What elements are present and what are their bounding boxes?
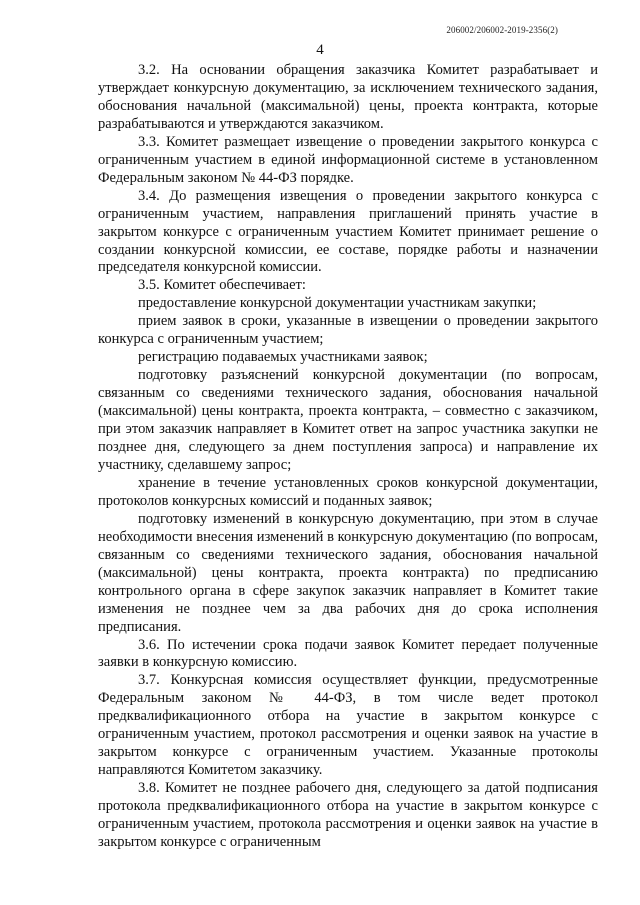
paragraph-3-7: 3.7. Конкурсная комиссия осуществляет функции, предусмотренные Федеральным законом № 44-ФЗ, в том числе ведет протокол предквалификационного отбора на участие в закрытом конкурсе с ограниченным участием, протокол рассмотрения и оценки заявок на участие в закрытом конкурсе с ограниченным участием. Указанные протоколы направляются Комитетом заказчику. bbox=[98, 672, 598, 779]
paragraph-3-4: 3.4. До размещения извещения о проведении закрытого конкурса с ограниченным участием, направления приглашений принять участие в закрытом конкурсе с ограниченным участием Комитет принимает решение о создании конкурсной комиссии, ее составе, порядке работы и назначении председателя конкурсной комиссии. bbox=[98, 187, 598, 276]
list-item-reception: прием заявок в сроки, указанные в извещении о проведении закрытого конкурса с ограниченным участием; bbox=[98, 313, 598, 348]
paragraph-3-6: 3.6. По истечении срока подачи заявок Комитет передает полученные заявки в конкурсную комиссию. bbox=[98, 636, 598, 671]
list-item-documentation: предоставление конкурсной документации участникам закупки; bbox=[138, 295, 537, 312]
paragraph-3-5: 3.5. Комитет обеспечивает: bbox=[138, 277, 306, 294]
document-id: 206002/206002-2019-2356(2) bbox=[446, 25, 558, 35]
list-item-registration: регистрацию подаваемых участниками заявок; bbox=[138, 349, 428, 366]
list-item-clarifications: подготовку разъяснений конкурсной документации (по вопросам, связанным со сведениями технического задания, обоснования начальной (максимальной) цены контракта, проекта контракта, – совместно с заказчиком, при этом заказчик направляет в Комитет ответ на запрос участника закупки не позднее дня, следующего за днем поступления запроса) и направление их участнику, сделавшему запрос; bbox=[98, 367, 598, 473]
paragraph-3-8: 3.8. Комитет не позднее рабочего дня, следующего за датой подписания протокола предквалификационного отбора на участие в закрытом конкурсе с ограниченным участием, протокола рассмотрения и оценки заявок на участие в закрытом конкурсе с ограниченным bbox=[98, 780, 598, 850]
paragraph-3-3: 3.3. Комитет размещает извещение о проведении закрытого конкурса с ограниченным участием в единой информационной системе в установленном Федеральным законом № 44-ФЗ порядке. bbox=[98, 133, 598, 186]
paragraph-3-2: 3.2. На основании обращения заказчика Комитет разрабатывает и утверждает конкурсную документацию, за исключением технического задания, обоснования начальной (максимальной) цены, проекта контракта, которые разрабатываются и утверждаются заказчиком. bbox=[98, 62, 598, 132]
list-item-storage: хранение в течение установленных сроков конкурсной документации, протоколов конкурсных комиссий и поданных заявок; bbox=[98, 474, 598, 509]
document-body bbox=[98, 62, 598, 852]
page-number: 4 bbox=[316, 42, 324, 58]
list-item-changes: подготовку изменений в конкурсную документацию, при этом в случае необходимости внесения изменений в конкурсную документацию (по вопросам, связанным со сведениями технического задания, обоснования начальной (максимальной) цены контракта, проекта контракта) по предписанию контрольного органа в сфере закупок заказчик направляет в Комитет такие изменения не позднее чем за два рабочих дня до срока исполнения предписания. bbox=[98, 510, 598, 635]
